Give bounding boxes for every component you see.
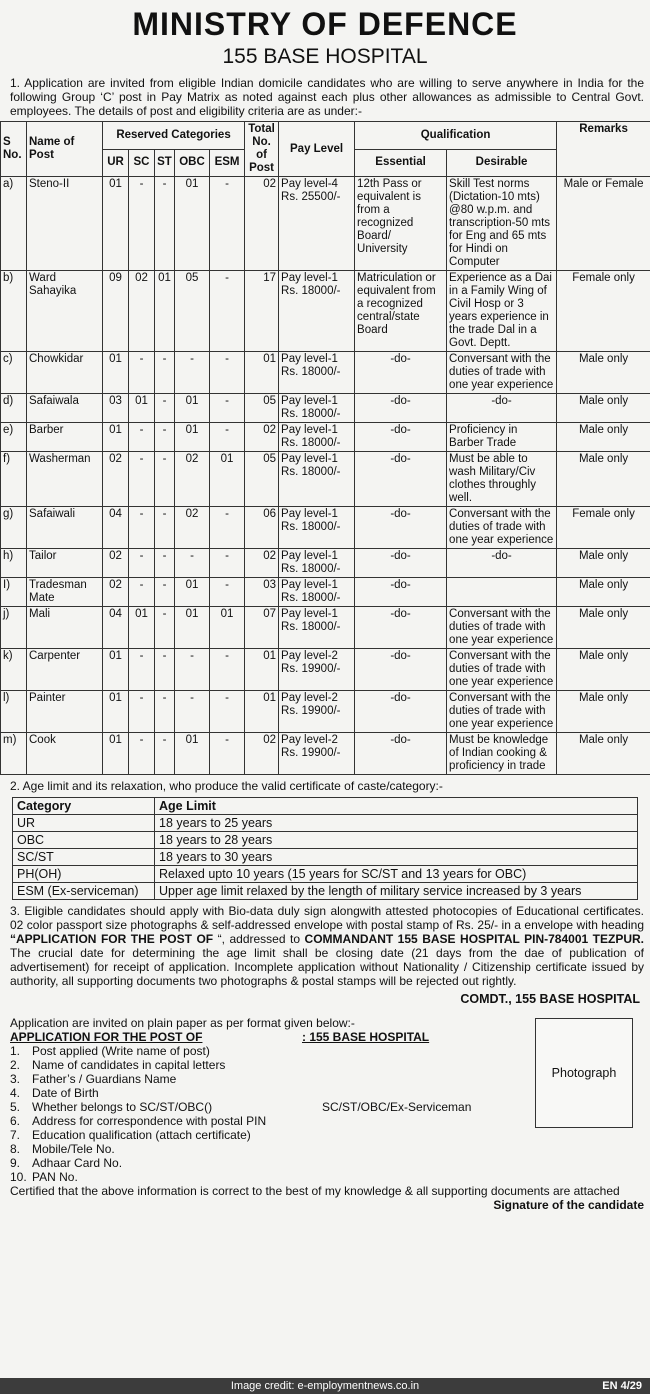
cell-desirable: Skill Test norms (Dictation-10 mts) @80 w.p.m. and transcription-50 mts for Eng and 65 mts for Hindi on Computer: [447, 177, 557, 271]
format-item-text: Adhaar Card No.: [32, 1156, 123, 1170]
cell-pay: Pay level-1 Rs. 18000/-: [279, 578, 355, 607]
cell-desirable: Must be able to wash Military/Civ clothes throughly well.: [447, 452, 557, 507]
cell-st: -: [155, 691, 175, 733]
table-row: [1, 691, 650, 733]
age-cell-category: ESM (Ex-serviceman): [13, 883, 155, 900]
cell-esm: -: [210, 423, 245, 452]
cell-obc: -: [175, 649, 210, 691]
cell-pay: Pay level-4 Rs. 25500/-: [279, 177, 355, 271]
cell-pay: Pay level-2 Rs. 19900/-: [279, 733, 355, 775]
cell-pay: Pay level-1 Rs. 18000/-: [279, 352, 355, 394]
cell-obc: -: [175, 352, 210, 394]
table-row: [1, 733, 650, 775]
cell-essential: 12th Pass or equivalent is from a recognized Board/ University: [355, 177, 447, 271]
cell-desirable: Proficiency in Barber Trade: [447, 423, 557, 452]
cell-desirable: Conversant with the duties of trade with one year experience: [447, 649, 557, 691]
age-row: [13, 883, 638, 900]
age-row: [13, 815, 638, 832]
cell-desirable: Must be knowledge of Indian cooking & proficiency in trade: [447, 733, 557, 775]
cell-desirable: Experience as a Dai in a Family Wing of Civil Hosp or 3 years experience in the trade Dal in a Govt. Deptt.: [447, 271, 557, 352]
cell-name: Tradesman Mate: [27, 578, 103, 607]
table-row: [1, 578, 650, 607]
cell-pay: Pay level-1 Rs. 18000/-: [279, 423, 355, 452]
cell-sno: a): [1, 177, 27, 271]
table-row: [1, 271, 650, 352]
format-item: [10, 1128, 650, 1142]
cell-sc: -: [129, 733, 155, 775]
cell-remarks: Male only: [557, 649, 650, 691]
image-credit-bar: [0, 1378, 650, 1394]
cell-st: -: [155, 649, 175, 691]
format-item: [10, 1156, 650, 1170]
age-heading: 2. Age limit and its relaxation, who produce the valid certificate of caste/category:-: [10, 779, 443, 793]
cell-pay: Pay level-1 Rs. 18000/-: [279, 271, 355, 352]
cell-obc: 05: [175, 271, 210, 352]
cell-total: 02: [245, 177, 279, 271]
cell-remarks: Male only: [557, 394, 650, 423]
cell-name: Steno-II: [27, 177, 103, 271]
format-item: [10, 1142, 650, 1156]
page-title: MINISTRY OF DEFENCE: [132, 6, 518, 42]
cell-sno: b): [1, 271, 27, 352]
cell-esm: -: [210, 394, 245, 423]
cell-remarks: Male only: [557, 549, 650, 578]
cell-total: 06: [245, 507, 279, 549]
cell-sno: m): [1, 733, 27, 775]
age-cell-limit: Upper age limit relaxed by the length of military service increased by 3 years: [155, 883, 638, 900]
age-cell-category: UR: [13, 815, 155, 832]
cell-desirable: Conversant with the duties of trade with one year experience: [447, 691, 557, 733]
table-row: [1, 549, 650, 578]
cell-remarks: Female only: [557, 507, 650, 549]
cell-obc: -: [175, 549, 210, 578]
format-item-n: 9.: [10, 1156, 21, 1170]
cell-pay: Pay level-1 Rs. 18000/-: [279, 452, 355, 507]
cell-sno: f): [1, 452, 27, 507]
format-item-text: Post applied (Write name of post): [32, 1044, 210, 1058]
cell-st: -: [155, 394, 175, 423]
cell-st: -: [155, 549, 175, 578]
cell-obc: 01: [175, 177, 210, 271]
age-table: [12, 797, 638, 900]
cell-name: Cook: [27, 733, 103, 775]
cell-obc: 01: [175, 733, 210, 775]
format-item-n: 6.: [10, 1114, 21, 1128]
cell-essential: -do-: [355, 607, 447, 649]
header-sc: SC: [129, 149, 155, 177]
cell-total: 03: [245, 578, 279, 607]
cell-ur: 03: [103, 394, 129, 423]
cell-name: Barber: [27, 423, 103, 452]
intro-paragraph: 1. Application are invited from eligible Indian domicile candidates who are willing to serve anywhere in India for the following Group ‘C’ post in Pay Matrix as noted against each plus other allowances as admissible to Central Govt. employees. The details of post and eligibility criteria are as under:-: [10, 76, 644, 118]
format-item: [10, 1170, 650, 1184]
cell-remarks: Male only: [557, 733, 650, 775]
age-row: [13, 866, 638, 883]
cell-desirable: Conversant with the duties of trade with one year experience: [447, 607, 557, 649]
cell-name: Tailor: [27, 549, 103, 578]
cell-st: -: [155, 177, 175, 271]
header-remarks: Remarks: [557, 122, 650, 177]
format-item-n: 2.: [10, 1058, 21, 1072]
cell-name: Washerman: [27, 452, 103, 507]
cell-obc: 02: [175, 452, 210, 507]
cell-desirable: -do-: [447, 394, 557, 423]
format-item-n: 4.: [10, 1086, 21, 1100]
cell-st: -: [155, 733, 175, 775]
cell-essential: -do-: [355, 549, 447, 578]
cell-sc: 01: [129, 607, 155, 649]
cell-pay: Pay level-1 Rs. 18000/-: [279, 607, 355, 649]
format-heading: APPLICATION FOR THE POST OF : 155 BASE HOSPITAL: [10, 1030, 430, 1044]
age-header-category: Category: [13, 798, 155, 815]
format-item-n: 1.: [10, 1044, 21, 1058]
cell-total: 02: [245, 549, 279, 578]
cell-sc: -: [129, 649, 155, 691]
cell-sc: -: [129, 549, 155, 578]
header-reserved: Reserved Categories: [103, 122, 245, 150]
cell-essential: -do-: [355, 452, 447, 507]
cell-remarks: Male only: [557, 352, 650, 394]
cell-essential: -do-: [355, 733, 447, 775]
table-row: [1, 649, 650, 691]
format-item-n: 7.: [10, 1128, 21, 1142]
cell-sc: 01: [129, 394, 155, 423]
cell-ur: 04: [103, 607, 129, 649]
cell-st: -: [155, 607, 175, 649]
cell-obc: 01: [175, 394, 210, 423]
cell-essential: -do-: [355, 352, 447, 394]
cell-obc: -: [175, 691, 210, 733]
cell-sno: j): [1, 607, 27, 649]
cell-remarks: Male only: [557, 423, 650, 452]
cell-remarks: Male or Female: [557, 177, 650, 271]
cell-pay: Pay level-1 Rs. 18000/-: [279, 507, 355, 549]
cell-essential: Matriculation or equivalent from a recognized central/state Board: [355, 271, 447, 352]
cell-sno: k): [1, 649, 27, 691]
cell-esm: -: [210, 578, 245, 607]
cell-essential: -do-: [355, 394, 447, 423]
cell-esm: -: [210, 733, 245, 775]
format-item-n: 8.: [10, 1142, 21, 1156]
age-cell-limit: 18 years to 28 years: [155, 832, 638, 849]
cell-remarks: Female only: [557, 271, 650, 352]
cell-obc: 01: [175, 578, 210, 607]
cell-name: Chowkidar: [27, 352, 103, 394]
header-total: Total No. of Post: [245, 122, 279, 177]
certification-text: Certified that the above information is correct to the best of my knowledge & all supporting documents are attached: [10, 1184, 620, 1198]
cell-sno: g): [1, 507, 27, 549]
cell-sno: I): [1, 578, 27, 607]
cell-ur: 09: [103, 271, 129, 352]
posts-table: [0, 121, 650, 775]
cell-esm: -: [210, 352, 245, 394]
cell-sc: -: [129, 507, 155, 549]
cell-sno: l): [1, 691, 27, 733]
cell-total: 01: [245, 691, 279, 733]
cell-desirable: Conversant with the duties of trade with one year experience: [447, 352, 557, 394]
cell-st: -: [155, 423, 175, 452]
cell-pay: Pay level-2 Rs. 19900/-: [279, 691, 355, 733]
cell-name: Safaiwali: [27, 507, 103, 549]
cell-st: -: [155, 507, 175, 549]
format-item-n: 10.: [10, 1170, 27, 1184]
format-item-n: 3.: [10, 1072, 21, 1086]
cell-remarks: Male only: [557, 691, 650, 733]
header-desirable: Desirable: [447, 149, 557, 177]
cell-remarks: Male only: [557, 607, 650, 649]
cell-total: 01: [245, 649, 279, 691]
cell-name: Ward Sahayika: [27, 271, 103, 352]
age-row: [13, 832, 638, 849]
header-ur: UR: [103, 149, 129, 177]
format-item-text: Name of candidates in capital letters: [32, 1058, 226, 1072]
cell-essential: -do-: [355, 423, 447, 452]
cell-esm: -: [210, 271, 245, 352]
cell-sc: -: [129, 177, 155, 271]
cell-essential: -do-: [355, 507, 447, 549]
header-sno: S No.: [1, 122, 27, 177]
cell-desirable: Conversant with the duties of trade with one year experience: [447, 507, 557, 549]
cell-name: Carpenter: [27, 649, 103, 691]
cell-ur: 02: [103, 452, 129, 507]
cell-sno: e): [1, 423, 27, 452]
table-row: [1, 507, 650, 549]
cell-name: Painter: [27, 691, 103, 733]
cell-sc: -: [129, 578, 155, 607]
cell-ur: 01: [103, 691, 129, 733]
format-item-text: Date of Birth: [32, 1086, 99, 1100]
page-subtitle: 155 BASE HOSPITAL: [222, 45, 428, 68]
cell-st: -: [155, 352, 175, 394]
cell-ur: 01: [103, 649, 129, 691]
cell-desirable: -do-: [447, 549, 557, 578]
cell-ur: 01: [103, 423, 129, 452]
cell-ur: 04: [103, 507, 129, 549]
age-cell-limit: 18 years to 25 years: [155, 815, 638, 832]
cell-essential: -do-: [355, 691, 447, 733]
age-row: [13, 849, 638, 866]
header-st: ST: [155, 149, 175, 177]
cell-ur: 01: [103, 352, 129, 394]
cell-st: -: [155, 578, 175, 607]
image-credit: Image credit: e-employmentnews.co.in: [230, 1380, 420, 1392]
cell-st: -: [155, 452, 175, 507]
candidate-signature: Signature of the candidate: [493, 1198, 644, 1212]
format-item-text: Address for correspondence with postal PIN: [32, 1114, 267, 1128]
table-row: [1, 177, 650, 271]
age-header-limit: Age Limit: [155, 798, 638, 815]
cell-pay: Pay level-1 Rs. 18000/-: [279, 549, 355, 578]
cell-sno: c): [1, 352, 27, 394]
cell-total: 01: [245, 352, 279, 394]
cell-obc: 01: [175, 423, 210, 452]
format-item-text: Father’s / Guardians Name: [32, 1072, 177, 1086]
cell-ur: 02: [103, 549, 129, 578]
header-name: Name of Post: [27, 122, 103, 177]
age-cell-limit: Relaxed upto 10 years (15 years for SC/ST and 13 years for OBC): [155, 866, 638, 883]
cell-sc: -: [129, 423, 155, 452]
page-code: EN 4/29: [602, 1380, 642, 1392]
format-item-text: Education qualification (attach certificate): [32, 1128, 251, 1142]
header-esm: ESM: [210, 149, 245, 177]
photograph-box: Photograph: [535, 1018, 633, 1128]
table-row: [1, 452, 650, 507]
age-cell-category: PH(OH): [13, 866, 155, 883]
cell-desirable: [447, 578, 557, 607]
format-item-n: 5.: [10, 1100, 21, 1114]
table-row: [1, 394, 650, 423]
cell-sno: d): [1, 394, 27, 423]
age-cell-limit: 18 years to 30 years: [155, 849, 638, 866]
commandant-signature: COMDT., 155 BASE HOSPITAL: [460, 992, 640, 1006]
cell-esm: 01: [210, 607, 245, 649]
cell-name: Safaiwala: [27, 394, 103, 423]
cell-esm: -: [210, 177, 245, 271]
application-format: [0, 1016, 650, 1184]
age-cell-category: OBC: [13, 832, 155, 849]
instructions-paragraph: 3. Eligible candidates should apply with Bio-data duly sign alongwith attested photocopies of Educational certificates. 02 color passport size photographs & self-addressed envelope with postal stamp of Rs. 25/- in a envelope with heading “APPLICATION FOR THE POST OF “, addressed to COMMANDANT 155 BASE HOSPITAL PIN-784001 TEZPUR. The crucial date for determining the age limit shall be closing date (21 days from the dae of publication of advertisement) for receipt of application. Incomplete application without Nationality / Citizenship certificate issued by authority, all supporting documents two photographs & postal stamps will be rejected out rightly.: [10, 904, 644, 988]
cell-remarks: Male only: [557, 452, 650, 507]
cell-esm: -: [210, 691, 245, 733]
cell-obc: 01: [175, 607, 210, 649]
cell-total: 05: [245, 394, 279, 423]
cell-esm: -: [210, 507, 245, 549]
cell-total: 05: [245, 452, 279, 507]
cell-essential: -do-: [355, 649, 447, 691]
cell-pay: Pay level-1 Rs. 18000/-: [279, 394, 355, 423]
header-obc: OBC: [175, 149, 210, 177]
cell-obc: 02: [175, 507, 210, 549]
format-item-val: SC/ST/OBC/Ex-Serviceman: [322, 1100, 472, 1114]
cell-st: 01: [155, 271, 175, 352]
cell-esm: -: [210, 649, 245, 691]
format-item-text: Mobile/Tele No.: [32, 1142, 115, 1156]
header-qualification: Qualification: [355, 122, 557, 150]
cell-essential: -do-: [355, 578, 447, 607]
age-cell-category: SC/ST: [13, 849, 155, 866]
format-item-text: Whether belongs to SC/ST/OBC(): [32, 1100, 213, 1114]
cell-sno: h): [1, 549, 27, 578]
header-pay: Pay Level: [279, 122, 355, 177]
table-row: [1, 607, 650, 649]
cell-esm: 01: [210, 452, 245, 507]
cell-total: 07: [245, 607, 279, 649]
table-row: [1, 352, 650, 394]
header-essential: Essential: [355, 149, 447, 177]
cell-sc: -: [129, 691, 155, 733]
cell-ur: 01: [103, 733, 129, 775]
table-row: [1, 423, 650, 452]
cell-pay: Pay level-2 Rs. 19900/-: [279, 649, 355, 691]
cell-total: 02: [245, 733, 279, 775]
format-intro: Application are invited on plain paper as per format given below:-: [10, 1016, 355, 1030]
cell-ur: 01: [103, 177, 129, 271]
format-item-text: PAN No.: [32, 1170, 78, 1184]
cell-total: 02: [245, 423, 279, 452]
cell-sc: -: [129, 452, 155, 507]
cell-name: Mali: [27, 607, 103, 649]
cell-total: 17: [245, 271, 279, 352]
cell-sc: 02: [129, 271, 155, 352]
cell-ur: 02: [103, 578, 129, 607]
cell-esm: -: [210, 549, 245, 578]
cell-remarks: Male only: [557, 578, 650, 607]
cell-sc: -: [129, 352, 155, 394]
